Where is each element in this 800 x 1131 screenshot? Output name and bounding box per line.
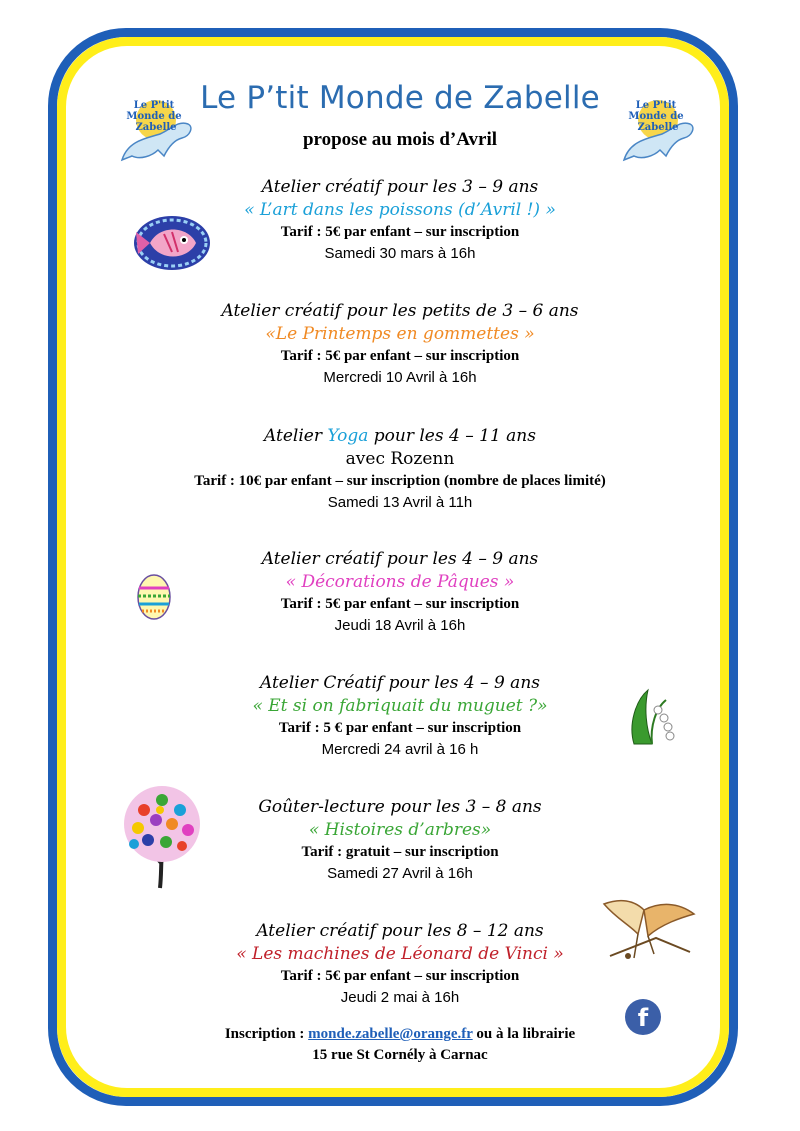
registration-suffix: ou à la librairie	[472, 1026, 576, 1042]
event-heading-suffix: pour les 4 – 11 ans	[368, 426, 536, 446]
page-subtitle: propose au mois d’Avril	[302, 129, 498, 150]
fish-icon	[126, 214, 212, 272]
registration-label: Inscription :	[224, 1026, 309, 1042]
event-heading: Atelier créatif pour les 8 – 12 ans	[256, 921, 544, 941]
event-price: Tarif : 5€ par enfant – sur inscription	[280, 596, 520, 612]
event-heading: Atelier Créatif pour les 4 – 9 ans	[259, 673, 540, 693]
event-date: Mercredi 10 Avril à 16h	[323, 369, 477, 386]
event-date: Samedi 30 mars à 16h	[324, 245, 476, 262]
event-date: Mercredi 24 avril à 16 h	[321, 741, 479, 758]
event-theme: « Histoires d’arbres»	[308, 820, 492, 840]
page-title: Le P’tit Monde de Zabelle	[200, 80, 600, 116]
event-theme: « Décorations de Pâques »	[285, 572, 515, 592]
event-heading: Atelier créatif pour les 4 – 9 ans	[261, 549, 539, 569]
logo-text-line2: Monde de	[628, 111, 684, 122]
event-heading	[0, 425, 800, 448]
easter-egg-icon	[136, 572, 172, 620]
lily-of-the-valley-icon	[626, 686, 678, 748]
logo-text-line3: Zabelle	[135, 122, 177, 133]
event-price: Tarif : 5€ par enfant – sur inscription	[280, 968, 520, 984]
event-1	[0, 176, 800, 264]
event-date: Jeudi 2 mai à 16h	[340, 989, 460, 1006]
event-theme: avec Rozenn	[345, 449, 455, 469]
event-heading-prefix: Atelier	[264, 426, 328, 446]
event-price: Tarif : 10€ par enfant – sur inscription (nombre de places limité)	[194, 473, 606, 489]
event-price: Tarif : gratuit – sur inscription	[301, 844, 499, 860]
footer	[0, 1024, 800, 1066]
logo-text-line3: Zabelle	[637, 122, 679, 133]
event-theme: « Et si on fabriquait du muguet ?»	[252, 696, 548, 716]
event-date: Jeudi 18 Avril à 16h	[334, 617, 466, 634]
event-theme: « Les machines de Léonard de Vinci »	[236, 944, 564, 964]
registration-line	[0, 1024, 800, 1045]
event-price: Tarif : 5 € par enfant – sur inscription	[278, 720, 522, 736]
event-heading: Atelier créatif pour les petits de 3 – 6 ans	[221, 301, 579, 321]
event-date: Samedi 27 Avril à 16h	[327, 865, 473, 882]
email-link[interactable]: monde.zabelle@orange.fr	[308, 1026, 473, 1042]
tree-icon	[114, 784, 210, 892]
address: 15 rue St Cornély à Carnac	[312, 1047, 488, 1063]
flying-machine-icon	[598, 894, 698, 968]
event-theme: « L’art dans les poissons (d’Avril !) »	[244, 200, 556, 220]
event-3	[0, 425, 800, 513]
event-price: Tarif : 5€ par enfant – sur inscription	[280, 224, 520, 240]
event-4	[0, 548, 800, 636]
event-price: Tarif : 5€ par enfant – sur inscription	[280, 348, 520, 364]
logo-text-line2: Monde de	[126, 111, 182, 122]
facebook-icon[interactable]: f	[625, 999, 661, 1035]
logo-text-line1: Le P'tit	[133, 100, 175, 111]
event-5	[0, 672, 800, 760]
event-date: Samedi 13 Avril à 11h	[327, 494, 473, 511]
logo-text-line1: Le P'tit	[635, 100, 677, 111]
event-heading-highlight: Yoga	[327, 426, 369, 446]
event-2	[0, 300, 800, 388]
event-heading: Goûter-lecture pour les 3 – 8 ans	[258, 797, 542, 817]
event-theme: «Le Printemps en gommettes »	[265, 324, 535, 344]
event-heading: Atelier créatif pour les 3 – 9 ans	[261, 177, 539, 197]
